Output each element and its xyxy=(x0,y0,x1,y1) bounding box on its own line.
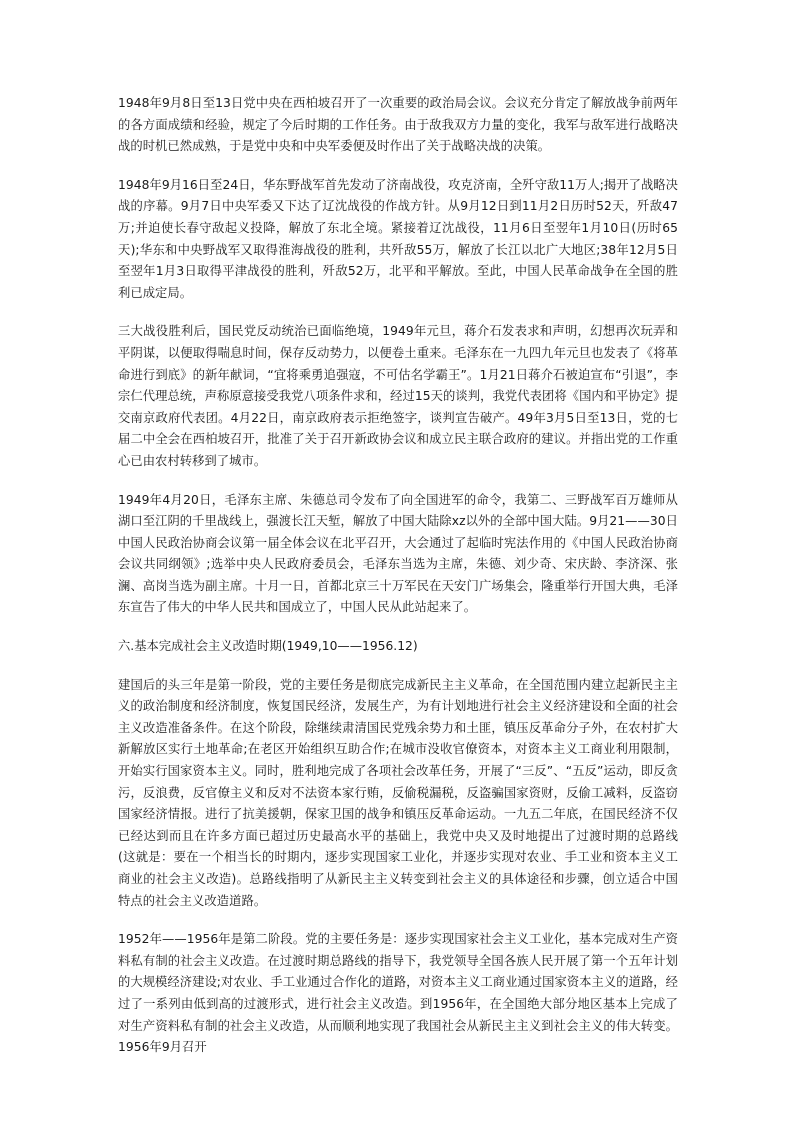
paragraph-founding-prc: 1949年4月20日，毛泽东主席、朱德总司令发布了向全国进军的命令，我第二、三野战军百万雄师从湖口至江阴的千里战线上，强渡长江天堑，解放了中国大陆除xz以外的全部中国大陆。9月21——30日中国人民政治协商会议第一届全体会议在北平召开，大会通过了起临时宪法作用的《中国人民政治协商会议共同纲领》;选举中央人民政府委员会，毛泽东当选为主席，朱德、刘少奇、宋庆龄、李济深、张澜、高岗当选为副主席。十月一日，首都北京三十万军民在天安门广场集会，隆重举行开国大典，毛泽东宣告了伟大的中华人民共和国成立了，中国人民从此站起来了。 xyxy=(118,492,678,615)
paragraph-peace-talks: 三大战役胜利后，国民党反动统治已面临绝境，1949年元旦，蒋介石发表求和声明，幻想再次玩弄和平阴谋，以便取得喘息时间，保存反动势力，以便卷土重来。毛泽东在一九四九年元旦也发表了《将革命进行到底》的新年献词，“宜将乘勇追强寇，不可估名学霸王”。1月21日蒋介石被迫宣布“引退”，李宗仁代理总统，声称原意接受我党八项条件求和，经过15天的谈判，我党代表团将《国内和平协定》提交南京政府代表团。4月22日，南京政府表示拒绝签字，谈判宣告破产。49年3月5日至13日，党的七届二中全会在西柏坡召开，批准了关于召开新政协会议和成立民主联合政府的建议。并指出党的工作重心已由农村转移到了城市。 xyxy=(118,324,678,468)
document-page xyxy=(118,93,678,1076)
paragraph-three-campaigns: 1948年9月16日至24日，华东野战军首先发动了济南战役，攻克济南，全歼守敌11万人;揭开了战略决战的序幕。9月7日中央军委又下达了辽沈战役的作战方针。从9月12日到11月2日历时52天，歼敌47万;并迫使长春守敌起义投降，解放了东北全境。紧接着辽沈战役，11月6日至翌年1月10日(历时65天);华东和中央野战军又取得淮海战役的胜利，共歼敌55万，解放了长江以北广大地区;38年12月5日至翌年1月3日取得平津战役的胜利，歼敌52万，北平和平解放。至此，中国人民革命战争在全国的胜利已成定局。 xyxy=(118,177,678,300)
paragraph-second-stage: 1952年——1956年是第二阶段。党的主要任务是：逐步实现国家社会主义工业化，基本完成对生产资料私有制的社会主义改造。在过渡时期总路线的指导下，我党领导全国各族人民开展了第一个五年计划的大规模经济建设;对农业、手工业通过合作化的道路，对资本主义工商业通过国家资本主义的道路，经过了一系列由低到高的过渡形式，进行社会主义改造。到1956年，在全国绝大部分地区基本上完成了对生产资料私有制的社会主义改造，从而顺利地实现了我国社会从新民主主义到社会主义的伟大转变。1956年9月召开 xyxy=(118,932,678,1055)
section-heading: 六.基本完成社会主义改造时期(1949,10——1956.12) xyxy=(118,639,418,654)
paragraph-xibaipo-meeting: 1948年9月8日至13日党中央在西柏坡召开了一次重要的政治局会议。会议充分肯定了解放战争前两年的各方面成绩和经验，规定了今后时期的工作任务。由于敌我双方力量的变化，我军与敌军进行战略决战的时机已然成熟，于是党中央和中央军委便及时作出了关于战略决战的决策。 xyxy=(118,96,678,154)
paragraph-first-stage: 建国后的头三年是第一阶段，党的主要任务是彻底完成新民主主义革命，在全国范围内建立起新民主主义的政治制度和经济制度，恢复国民经济，发展生产，为有计划地进行社会主义经济建设和全面的社会主义改造准备条件。在这个阶段，除继续肃清国民党残余势力和土匪，镇压反革命分子外，在农村扩大新解放区实行土地革命;在老区开始组织互助合作;在城市没收官僚资本，对资本主义工商业利用限制，开始实行国家资本主义。同时，胜利地完成了各项社会改革任务，开展了“三反”、“五反”运动，即反贪污，反浪费，反官僚主义和反对不法资本家行贿，反偷税漏税，反盗骗国家资财，反偷工减料，反盗窃国家经济情报。进行了抗美援朝，保家卫国的战争和镇压反革命运动。一九五二年底，在国民经济不仅已经达到而且在许多方面已超过历史最高水平的基础上，我党中央又及时地提出了过渡时期的总路线(这就是：要在一个相当长的时期内，逐步实现国家工业化，并逐步实现对农业、手工业和资本主义工商业的社会主义改造)。总路线指明了从新民主主义转变到社会主义的具体途径和步骤，创立适合中国特点的社会主义改造道路。 xyxy=(118,677,678,908)
